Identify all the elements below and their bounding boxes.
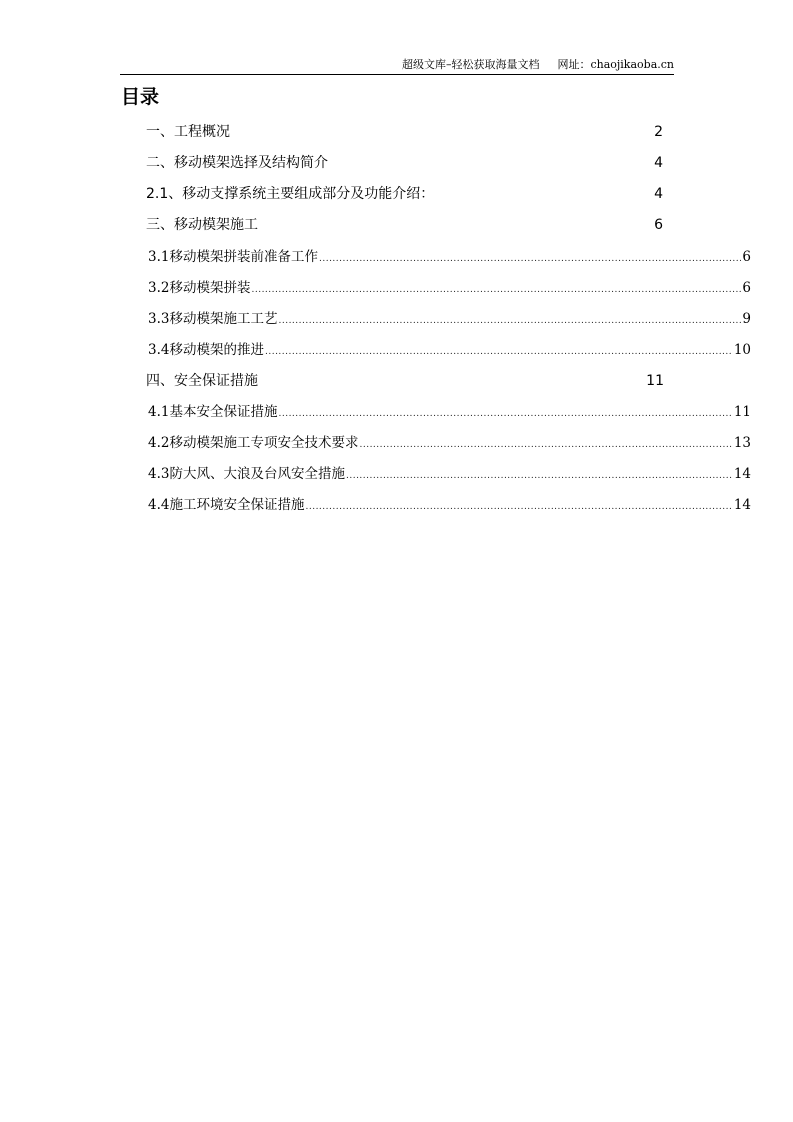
toc-dot-leader <box>278 404 732 424</box>
toc-entry-title: 4.2移动模架施工专项安全技术要求 <box>148 435 359 451</box>
toc-entry-title: 二、移动模架选择及结构简介 <box>146 155 328 171</box>
toc-entry-title: 3.1移动模架拼装前准备工作 <box>148 249 318 265</box>
toc-entry-title: 一、工程概况 <box>146 124 230 140</box>
toc-entry-title: 2.1、移动支撑系统主要组成部分及功能介绍： <box>146 186 435 202</box>
toc-entry-page: 4 <box>654 186 663 202</box>
toc-dot-leader <box>251 280 741 300</box>
toc-dot-leader <box>319 249 741 269</box>
toc-entry[interactable] <box>146 122 663 142</box>
toc-entry-page: 10 <box>733 342 751 358</box>
toc-entry-page: 11 <box>733 404 751 420</box>
header-site-url: 网址：chaojikaoba.cn <box>557 58 674 71</box>
toc-entry[interactable] <box>148 495 751 515</box>
toc-entry[interactable] <box>148 309 751 329</box>
toc-entry-page: 6 <box>742 280 751 296</box>
toc-dot-leader <box>346 466 733 486</box>
toc-entry-page: 11 <box>646 373 664 389</box>
header-site-name: 超级文库–轻松获取海量文档 <box>401 58 540 71</box>
toc-entry[interactable] <box>148 278 751 298</box>
toc-entry[interactable] <box>148 247 751 267</box>
toc-entry-title: 3.4移动模架的推进 <box>148 342 264 358</box>
toc-entry[interactable] <box>146 184 663 204</box>
toc-entry[interactable] <box>148 433 751 453</box>
toc-dot-leader <box>305 497 732 517</box>
toc-entry-page: 9 <box>742 311 751 327</box>
toc-dot-leader <box>359 435 732 455</box>
toc-entry-title: 4.3防大风、大浪及台风安全措施 <box>148 466 345 482</box>
toc-entry[interactable] <box>146 215 663 235</box>
toc-entry[interactable] <box>148 464 751 484</box>
toc-entry-title: 三、移动模架施工 <box>146 217 258 233</box>
page-header <box>120 56 674 75</box>
toc-entry-page: 6 <box>654 217 663 233</box>
toc-entry[interactable] <box>148 402 751 422</box>
toc-dot-leader <box>278 311 741 331</box>
toc-entry-page: 14 <box>733 466 751 482</box>
toc-entry-title: 4.1基本安全保证措施 <box>148 404 278 420</box>
toc-entry-page: 2 <box>654 124 663 140</box>
toc-entry-page: 13 <box>733 435 751 451</box>
toc-entry[interactable] <box>146 153 663 173</box>
toc-entry-title: 3.2移动模架拼装 <box>148 280 251 296</box>
toc-entry-title: 四、安全保证措施 <box>146 373 258 389</box>
toc-entry[interactable] <box>146 371 664 391</box>
toc-dot-leader <box>265 342 733 362</box>
toc-title: 目录 <box>121 86 160 108</box>
toc-entry-title: 3.3移动模架施工工艺 <box>148 311 278 327</box>
toc-entry[interactable] <box>148 340 751 360</box>
toc-entry-page: 14 <box>733 497 751 513</box>
toc-entry-page: 4 <box>654 155 663 171</box>
toc-entry-title: 4.4施工环境安全保证措施 <box>148 497 305 513</box>
toc-entry-page: 6 <box>742 249 751 265</box>
